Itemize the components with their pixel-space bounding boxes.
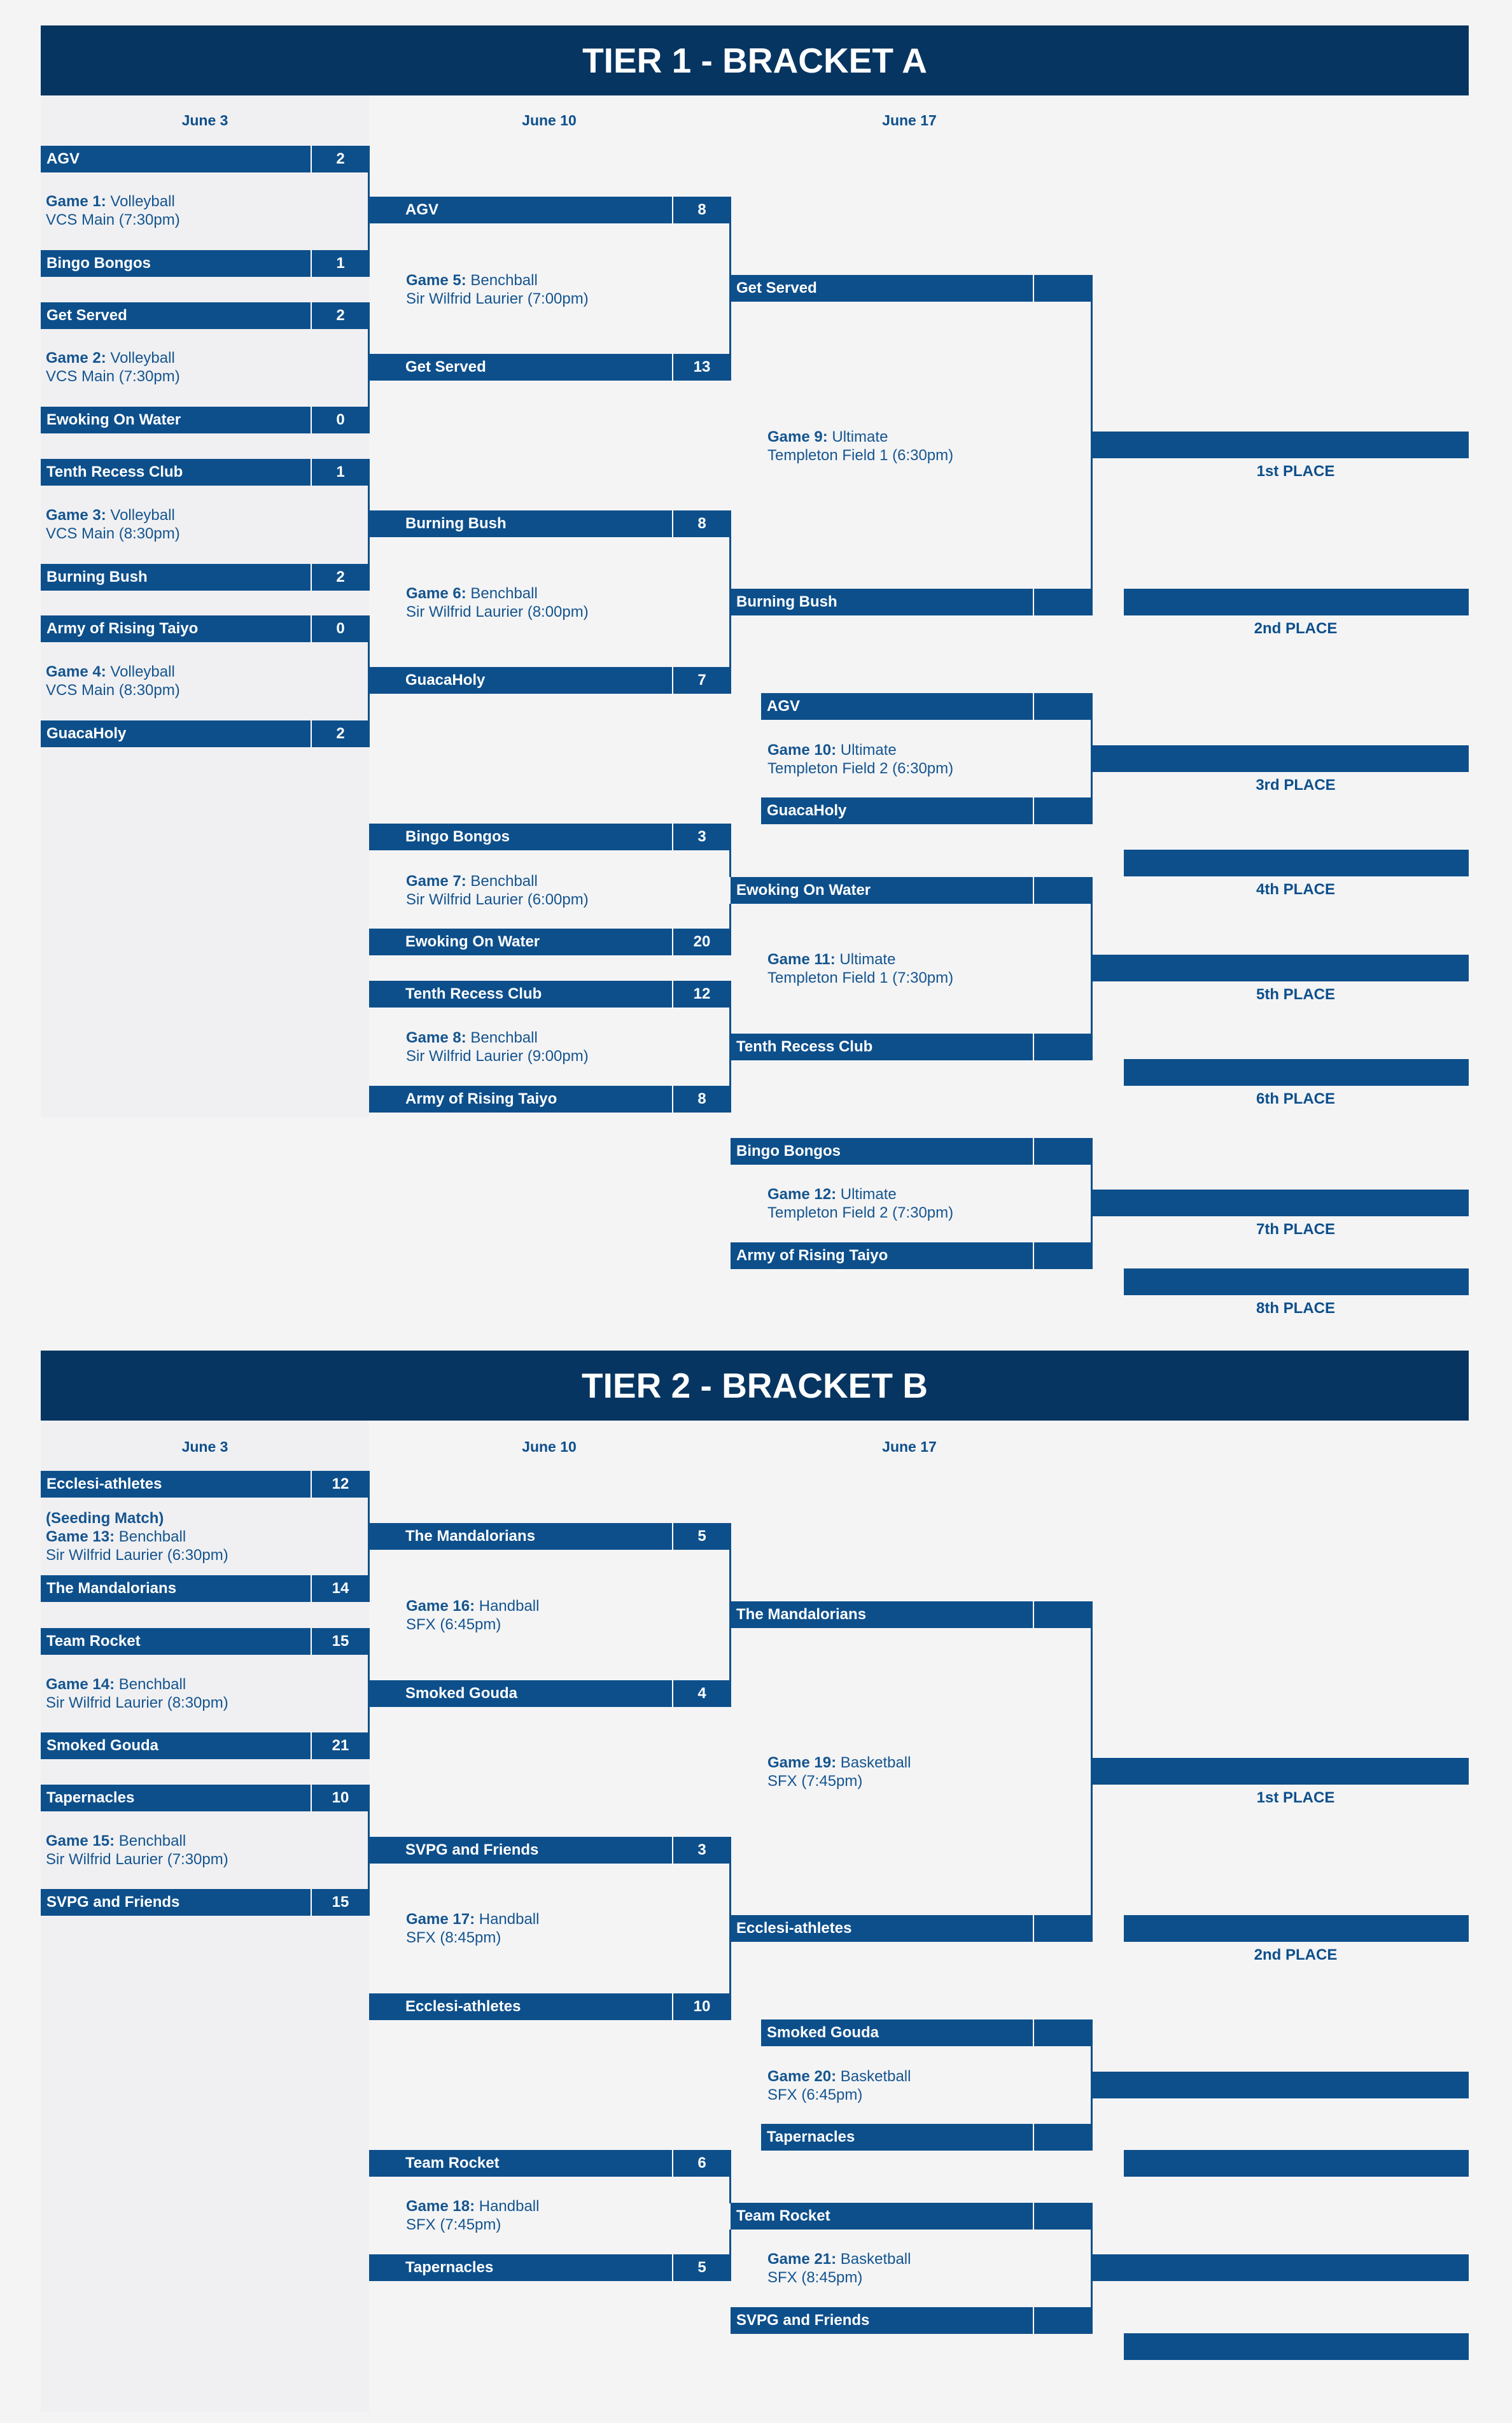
team-name: AGV	[405, 201, 439, 218]
team-slot[interactable]	[41, 1889, 369, 1916]
placement-slot	[1124, 589, 1469, 615]
date-label: June 3	[181, 1438, 228, 1455]
team-score: 2	[311, 302, 369, 329]
team-score: 14	[311, 1575, 369, 1602]
team-slot[interactable]	[731, 1242, 1091, 1269]
placement-label: 1st PLACE	[1256, 463, 1335, 480]
game-number: Game 13:	[46, 1528, 115, 1545]
game-number: Game 4:	[46, 663, 106, 680]
placement-slot	[1092, 2254, 1469, 2281]
game-venue: Templeton Field 2 (6:30pm)	[767, 760, 954, 777]
placement-slot	[1124, 850, 1469, 876]
game-venue: SFX (6:45pm)	[406, 1616, 501, 1633]
date-label: June 10	[522, 112, 577, 129]
bracket-connector	[729, 904, 731, 955]
team-score	[1033, 877, 1091, 904]
team-slot[interactable]	[369, 197, 731, 223]
seeding-note: (Seeding Match)	[46, 1510, 164, 1527]
team-score: 10	[311, 1785, 369, 1811]
game-sport: Volleyball	[110, 349, 175, 367]
team-score: 0	[311, 615, 369, 642]
team-slot[interactable]	[41, 720, 369, 747]
team-score: 8	[672, 1086, 731, 1113]
team-slot[interactable]	[369, 929, 731, 955]
team-name: Ecclesi-athletes	[46, 1475, 162, 1492]
game-info	[767, 428, 953, 465]
team-name: Burning Bush	[405, 515, 507, 532]
team-score	[1033, 589, 1091, 615]
placement-label: 2nd PLACE	[1254, 1946, 1338, 1963]
team-name: Army of Rising Taiyo	[46, 620, 199, 637]
team-name: Get Served	[736, 279, 817, 297]
placement-slot	[1092, 1758, 1469, 1785]
game-info	[46, 349, 180, 386]
team-name: Get Served	[46, 307, 127, 324]
game-sport: Ultimate	[839, 951, 896, 968]
game-venue: Templeton Field 1 (6:30pm)	[767, 447, 954, 464]
game-info	[46, 663, 180, 699]
game-number: Game 18:	[406, 2198, 475, 2215]
game-number: Game 3:	[46, 507, 106, 524]
game-sport: Benchball	[470, 873, 538, 890]
team-slot[interactable]	[41, 302, 369, 329]
team-score: 1	[311, 250, 369, 277]
bracket-connector	[729, 2150, 731, 2203]
placement-slot	[1092, 955, 1469, 981]
team-score	[1033, 2019, 1091, 2046]
team-score	[1033, 2203, 1091, 2230]
team-name: GuacaHoly	[405, 671, 486, 689]
game-number: Game 1:	[46, 193, 106, 210]
game-sport: Volleyball	[110, 507, 175, 524]
team-score	[1033, 797, 1091, 824]
team-slot[interactable]	[761, 797, 1091, 824]
game-info	[406, 1597, 539, 1634]
placement-slot	[1124, 1268, 1469, 1295]
team-score	[1033, 275, 1091, 302]
team-score	[1033, 1601, 1091, 1628]
game-venue: SFX (8:45pm)	[767, 2269, 863, 2286]
team-score	[1033, 1034, 1091, 1060]
game-sport: Benchball	[470, 1029, 538, 1046]
team-score: 21	[311, 1732, 369, 1759]
placement-slot	[1124, 1059, 1469, 1086]
team-name: The Mandalorians	[46, 1580, 177, 1597]
team-score: 3	[672, 1837, 731, 1864]
team-name: Tapernacles	[767, 2128, 855, 2146]
team-score: 15	[311, 1628, 369, 1655]
column-background	[41, 94, 369, 1118]
placement-slot	[1092, 1190, 1469, 1216]
game-number: Game 12:	[767, 1186, 837, 1203]
team-name: Team Rocket	[736, 2207, 830, 2224]
game-number: Game 21:	[767, 2251, 837, 2268]
game-number: Game 5:	[406, 272, 466, 289]
team-name: Bingo Bongos	[405, 828, 510, 845]
team-slot[interactable]	[761, 2019, 1091, 2046]
game-venue: SFX (7:45pm)	[406, 2216, 501, 2233]
team-slot[interactable]	[369, 1086, 731, 1113]
team-name: Smoked Gouda	[46, 1737, 159, 1754]
team-name: Get Served	[405, 358, 486, 376]
game-info	[46, 1675, 228, 1712]
team-name: Team Rocket	[405, 2154, 500, 2172]
game-sport: Ultimate	[840, 741, 897, 759]
game-sport: Benchball	[118, 1676, 186, 1693]
team-score: 12	[672, 981, 731, 1008]
game-info	[767, 2067, 911, 2104]
game-number: Game 11:	[767, 951, 836, 968]
placement-label: 6th PLACE	[1256, 1090, 1335, 1107]
placement-label: 7th PLACE	[1256, 1221, 1335, 1238]
game-sport: Ultimate	[832, 428, 888, 446]
team-slot[interactable]	[41, 407, 369, 433]
game-info	[767, 2250, 911, 2287]
team-score	[1033, 2307, 1091, 2334]
placement-slot	[1124, 2333, 1469, 2360]
game-sport: Benchball	[118, 1528, 186, 1545]
team-name: Bingo Bongos	[736, 1142, 841, 1160]
game-venue: SFX (8:45pm)	[406, 1929, 501, 1946]
game-info	[406, 1910, 539, 1947]
team-slot[interactable]	[761, 693, 1091, 720]
game-info	[46, 192, 180, 229]
team-name: Team Rocket	[46, 1633, 141, 1650]
team-slot[interactable]	[731, 589, 1091, 615]
team-slot[interactable]	[731, 2307, 1091, 2334]
team-slot[interactable]	[731, 1915, 1091, 1942]
game-number: Game 16:	[406, 1598, 475, 1615]
game-sport: Handball	[479, 1598, 540, 1615]
team-name: SVPG and Friends	[736, 2312, 870, 2329]
team-slot[interactable]	[369, 354, 731, 381]
team-slot[interactable]	[369, 510, 731, 537]
game-info	[767, 741, 953, 778]
team-slot[interactable]	[369, 1523, 731, 1550]
game-sport: Ultimate	[840, 1186, 897, 1203]
team-slot[interactable]	[369, 2150, 731, 2177]
bracket-connector	[729, 824, 731, 877]
game-info	[406, 584, 589, 621]
placement-label: 1st PLACE	[1256, 1789, 1335, 1806]
game-sport: Handball	[479, 2198, 540, 2215]
team-name: SVPG and Friends	[405, 1841, 539, 1858]
game-info	[767, 1185, 953, 1222]
team-slot[interactable]	[369, 1837, 731, 1864]
team-slot[interactable]	[369, 2254, 731, 2281]
game-info	[46, 506, 180, 543]
team-name: Ecclesi-athletes	[736, 1920, 852, 1937]
team-score: 5	[672, 1523, 731, 1550]
team-slot[interactable]	[369, 1680, 731, 1707]
game-number: Game 6:	[406, 585, 466, 602]
team-score: 2	[311, 146, 369, 172]
team-name: Tenth Recess Club	[405, 985, 542, 1002]
team-name: GuacaHoly	[767, 802, 847, 819]
game-info	[767, 1753, 911, 1790]
team-name: Tapernacles	[405, 2259, 494, 2276]
placement-slot	[1092, 2072, 1469, 2098]
game-venue: SFX (6:45pm)	[767, 2086, 863, 2103]
team-score: 12	[311, 1471, 369, 1498]
team-slot[interactable]	[41, 1732, 369, 1759]
game-number: Game 2:	[46, 349, 106, 367]
placement-label: 8th PLACE	[1256, 1300, 1335, 1317]
team-slot[interactable]	[731, 877, 1091, 904]
date-label: June 10	[522, 1438, 577, 1455]
team-name: Tenth Recess Club	[46, 463, 183, 481]
game-number: Game 17:	[406, 1911, 475, 1928]
game-venue: VCS Main (7:30pm)	[46, 368, 180, 385]
team-name: Army of Rising Taiyo	[736, 1247, 888, 1264]
team-score	[1033, 1915, 1091, 1942]
game-number: Game 7:	[406, 873, 466, 890]
game-number: Game 20:	[767, 2068, 837, 2085]
column-background	[41, 1419, 369, 2412]
game-sport: Basketball	[840, 2251, 911, 2268]
team-name: SVPG and Friends	[46, 1893, 180, 1911]
game-venue: VCS Main (7:30pm)	[46, 211, 180, 228]
game-sport: Handball	[479, 1911, 540, 1928]
placement-slot	[1092, 745, 1469, 772]
team-score: 8	[672, 197, 731, 223]
game-info	[46, 1832, 228, 1869]
game-sport: Volleyball	[110, 193, 175, 210]
team-score: 20	[672, 929, 731, 955]
team-name: The Mandalorians	[736, 1606, 867, 1623]
team-name: AGV	[767, 698, 801, 715]
team-name: Ecclesi-athletes	[405, 1998, 521, 2015]
game-venue: SFX (7:45pm)	[767, 1773, 863, 1790]
team-score: 0	[311, 407, 369, 433]
game-number: Game 10:	[767, 741, 837, 759]
team-score	[1033, 2124, 1091, 2151]
game-venue: Templeton Field 1 (7:30pm)	[767, 969, 954, 987]
game-venue: VCS Main (8:30pm)	[46, 682, 180, 699]
team-score: 13	[672, 354, 731, 381]
team-score: 7	[672, 667, 731, 694]
game-info	[406, 1029, 589, 1065]
game-number: Game 9:	[767, 428, 828, 446]
game-info	[406, 872, 589, 909]
team-slot[interactable]	[41, 459, 369, 486]
game-venue: Sir Wilfrid Laurier (6:30pm)	[46, 1547, 228, 1564]
team-name: Burning Bush	[736, 593, 837, 610]
bracket-connector	[729, 2230, 731, 2281]
date-label: June 3	[181, 112, 228, 129]
game-venue: VCS Main (8:30pm)	[46, 525, 180, 542]
placement-slot	[1092, 432, 1469, 458]
team-name: Tapernacles	[46, 1789, 135, 1806]
team-score: 4	[672, 1680, 731, 1707]
team-score: 1	[311, 459, 369, 486]
team-score	[1033, 693, 1091, 720]
team-name: Tenth Recess Club	[736, 1038, 873, 1055]
game-venue: Sir Wilfrid Laurier (8:30pm)	[46, 1694, 228, 1711]
team-name: Bingo Bongos	[46, 255, 151, 272]
team-slot[interactable]	[41, 146, 369, 172]
team-score: 8	[672, 510, 731, 537]
team-name: GuacaHoly	[46, 725, 127, 742]
team-slot[interactable]	[761, 2124, 1091, 2151]
team-slot[interactable]	[41, 615, 369, 642]
game-sport: Basketball	[840, 1754, 911, 1771]
team-name: Smoked Gouda	[767, 2024, 879, 2041]
game-venue: Sir Wilfrid Laurier (7:00pm)	[406, 290, 589, 307]
date-label: June 17	[882, 1438, 937, 1455]
game-info	[406, 271, 589, 308]
placement-slot	[1124, 1915, 1469, 1942]
team-slot[interactable]	[41, 1471, 369, 1498]
team-score: 3	[672, 824, 731, 850]
game-venue: Sir Wilfrid Laurier (7:30pm)	[46, 1851, 228, 1868]
game-sport: Basketball	[840, 2068, 911, 2085]
game-venue: Templeton Field 2 (7:30pm)	[767, 1204, 954, 1221]
team-slot[interactable]	[731, 275, 1091, 302]
game-number: Game 14:	[46, 1676, 115, 1693]
team-slot[interactable]	[731, 1601, 1091, 1628]
game-info	[406, 2197, 539, 2234]
game-info	[46, 1509, 228, 1564]
team-name: AGV	[46, 150, 80, 167]
team-slot[interactable]	[41, 1628, 369, 1655]
placement-label: 5th PLACE	[1256, 986, 1335, 1003]
game-info	[767, 950, 953, 987]
tier1-title: TIER 1 - BRACKET A	[41, 25, 1469, 95]
team-score: 10	[672, 1993, 731, 2020]
team-name: Smoked Gouda	[405, 1685, 518, 1702]
team-slot[interactable]	[731, 1138, 1091, 1165]
placement-label: 4th PLACE	[1256, 881, 1335, 898]
team-slot[interactable]	[731, 2203, 1091, 2230]
game-sport: Benchball	[118, 1832, 186, 1850]
team-name: Burning Bush	[46, 568, 148, 586]
game-number: Game 8:	[406, 1029, 466, 1046]
team-score: 6	[672, 2150, 731, 2177]
date-label: June 17	[882, 112, 937, 129]
team-score: 2	[311, 720, 369, 747]
team-name: Ewoking On Water	[736, 881, 871, 899]
team-slot[interactable]	[369, 824, 731, 850]
team-score: 15	[311, 1889, 369, 1916]
game-number: Game 15:	[46, 1832, 115, 1850]
placement-label: 2nd PLACE	[1254, 620, 1338, 637]
team-name: The Mandalorians	[405, 1528, 536, 1545]
team-slot[interactable]	[731, 1034, 1091, 1060]
team-slot[interactable]	[369, 981, 731, 1008]
game-sport: Volleyball	[110, 663, 175, 680]
team-slot[interactable]	[41, 1785, 369, 1811]
team-score: 5	[672, 2254, 731, 2281]
game-venue: Sir Wilfrid Laurier (9:00pm)	[406, 1048, 589, 1065]
team-score	[1033, 1138, 1091, 1165]
tier2-title: TIER 2 - BRACKET B	[41, 1351, 1469, 1421]
team-slot[interactable]	[41, 250, 369, 277]
team-slot[interactable]	[369, 667, 731, 694]
team-slot[interactable]	[369, 1993, 731, 2020]
placement-slot	[1124, 2150, 1469, 2177]
game-venue: Sir Wilfrid Laurier (8:00pm)	[406, 603, 589, 621]
team-name: Ewoking On Water	[405, 933, 540, 950]
team-name: Ewoking On Water	[46, 411, 181, 428]
team-score: 2	[311, 564, 369, 591]
team-slot[interactable]	[41, 1575, 369, 1602]
placement-label: 3rd PLACE	[1256, 776, 1336, 794]
game-venue: Sir Wilfrid Laurier (6:00pm)	[406, 891, 589, 908]
team-slot[interactable]	[41, 564, 369, 591]
game-number: Game 19:	[767, 1754, 837, 1771]
team-name: Army of Rising Taiyo	[405, 1090, 557, 1107]
game-sport: Benchball	[470, 585, 538, 602]
game-sport: Benchball	[470, 272, 538, 289]
team-score	[1033, 1242, 1091, 1269]
